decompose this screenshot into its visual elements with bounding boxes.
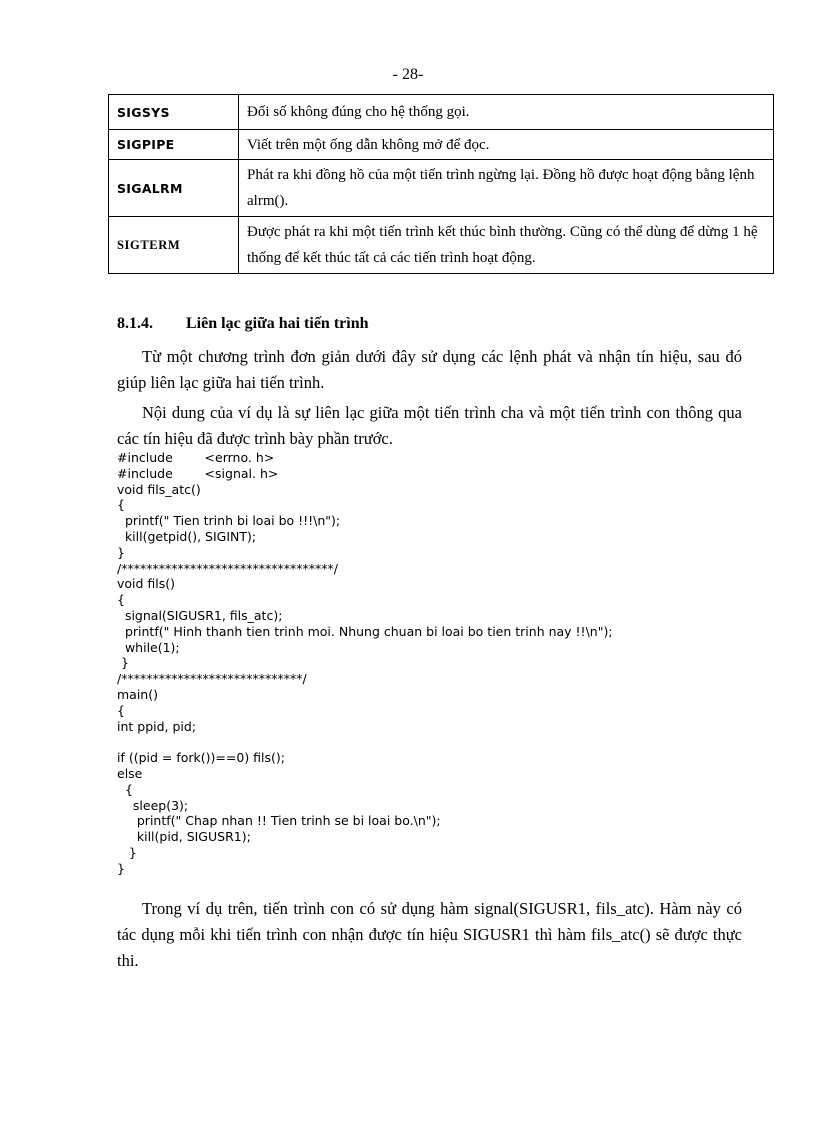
signal-description: Được phát ra khi một tiến trình kết thúc bình thường. Cũng có thể dùng để dừng 1 hệ thống để kết thúc tất cả các tiến trình hoạt động. [239,217,774,274]
signals-table [108,94,774,274]
signal-name: SIGSYS [109,95,239,130]
paragraph: Trong ví dụ trên, tiến trình con có sử dụng hàm signal(SIGUSR1, fils_atc). Hàm này có tác dụng mỗi khi tiến trình con nhận được tín hiệu SIGUSR1 thì hàm fils_atc() sẽ được thực thi. [117,899,742,970]
page-number: - 28- [392,66,424,83]
signal-description: Đối số không đúng cho hệ thống gọi. [239,95,774,130]
section-title: Liên lạc giữa hai tiến trình [186,315,369,332]
signal-description: Phát ra khi đồng hồ của một tiến trình ngừng lại. Đồng hồ được hoạt động bằng lệnh alrm(). [239,160,774,217]
table-row [109,95,774,130]
section-number: 8.1.4. [117,315,153,332]
signal-description: Viết trên một ống dẫn không mở để đọc. [239,130,774,160]
signal-name: SIGPIPE [109,130,239,160]
signal-name: SIGALRM [109,160,239,217]
table-row [109,217,774,274]
section-heading [117,315,369,333]
table-row [109,130,774,160]
paragraph: Từ một chương trình đơn giản dưới đây sử dụng các lệnh phát và nhận tín hiệu, sau đó giúp liên lạc giữa hai tiến trình. [117,347,742,392]
table-row [109,160,774,217]
signal-name: SIGTERM [109,217,239,274]
code-listing: #include <errno. h> #include <signal. h> void fils_atc() { printf(" Tien trinh bi loai bo !!!\n"); kill(getpid(), SIGINT); } /**********************************/ void fils() { signal(SIGUSR1, fils_atc); printf(" Hinh thanh tien trinh moi. Nhung chuan bi loai bo tien trinh nay !!\n"); while(1); } /*****************************/ main() { int ppid, pid; if ((pid = fork())==0) fils(); else { sleep(3); printf(" Chap nhan !! Tien trinh se bi loai bo.\n"); kill(pid, SIGUSR1); } } [117,450,613,876]
paragraph: Nội dung của ví dụ là sự liên lạc giữa một tiến trình cha và một tiến trình con thông qua các tín hiệu đã được trình bày phần trước. [117,403,742,448]
